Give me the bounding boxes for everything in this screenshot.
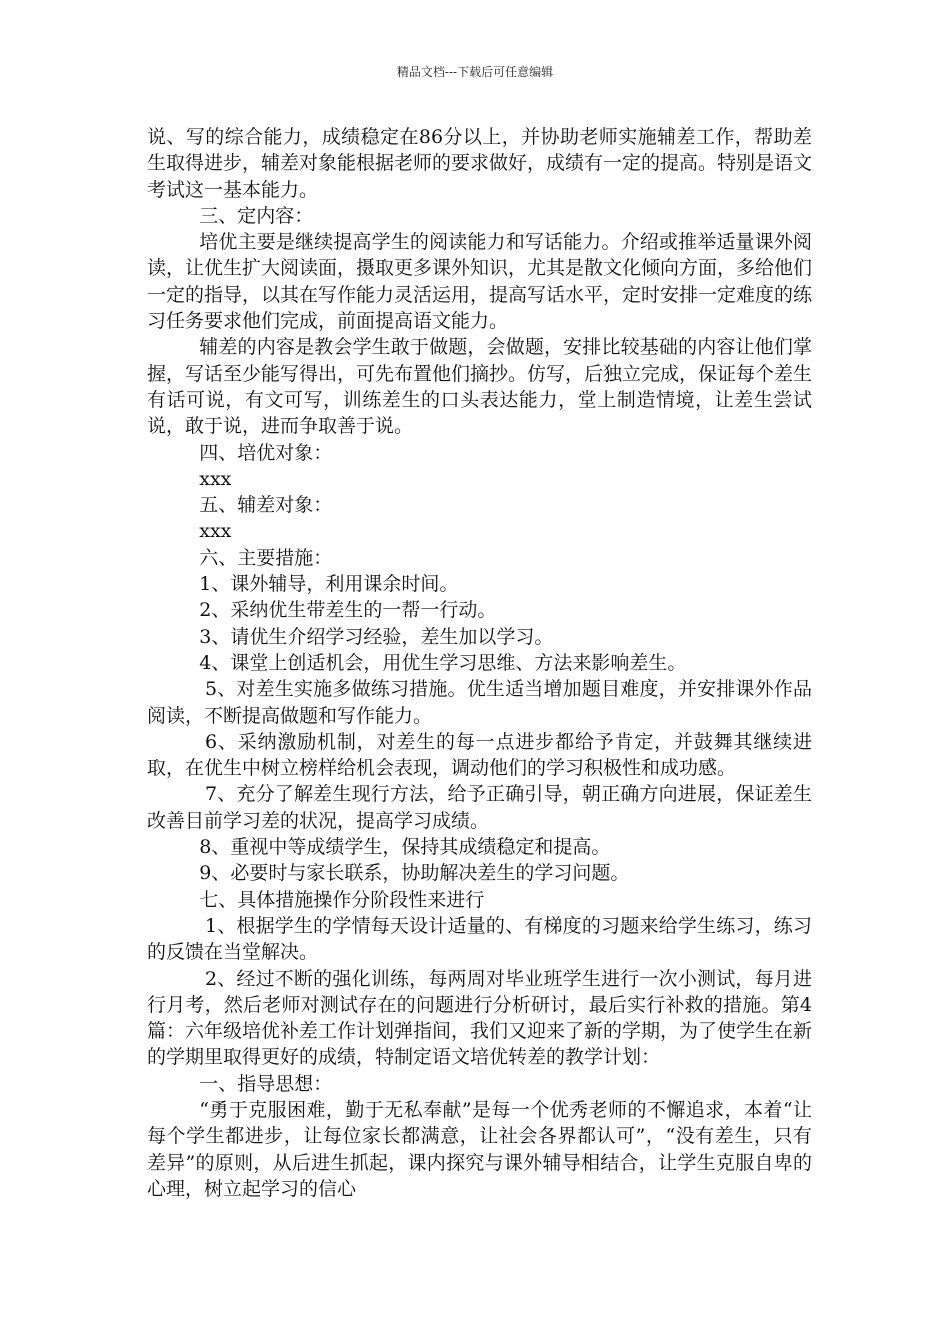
paragraph: 辅差的内容是教会学生敢于做题，会做题，安排比较基础的内容让他们掌握，写话至少能写得出，可先布置他们摘抄。仿写，后独立完成，保证每个差生有话可说，有文可写，训练差生的口头表达能力，堂上制造情境，让差生尝试说，敢于说，进而争取善于说。 bbox=[147, 336, 813, 438]
page-header: 精品文档---下载后可任意编辑 bbox=[396, 65, 554, 79]
list-item: 7、充分了解差生现行方法，给予正确引导，朝正确方向进展，保证差生改善目前学习差的状况，提高学习成绩。 bbox=[147, 783, 812, 832]
list-item: 3、请优生介绍学习经验，差生加以学习。 bbox=[199, 625, 554, 648]
list-item: 9、必要时与家长联系，协助解决差生的学习问题。 bbox=[199, 862, 630, 885]
list-item: 6、采纳激励机制，对差生的每一点进步都给予肯定，并鼓舞其继续进取，在优生中树立榜样给机会表现，调动他们的学习积极性和成功感。 bbox=[147, 730, 812, 780]
section-heading-weak-students: 五、辅差对象： bbox=[199, 494, 333, 517]
paragraph: “勇于克服困难，勤于无私奉献”是每一个优秀老师的不懈追求，本着“让每个学生都进步，让每位家长都满意，让社会各界都认可”，“没有差生，只有差异”的原则，从后进生抓起，课内探究与课外辅导相结合，让学生克服自卑的心理，树立起学习的信心 bbox=[147, 1098, 812, 1200]
paragraph: 培优主要是继续提高学生的阅读能力和写话能力。介绍或推举适量课外阅读，让优生扩大阅读面，摄取更多课外知识，尤其是散文化倾向方面，多给他们一定的指导，以其在写作能力灵活运用，提高写话水平，定时安排一定难度的练习任务要求他们完成，前面提高语文能力。 bbox=[147, 231, 813, 333]
section-heading-measures: 六、主要措施： bbox=[199, 546, 333, 569]
list-item: 8、重视中等成绩学生，保持其成绩稳定和提高。 bbox=[199, 836, 611, 859]
placeholder-name: xxx bbox=[199, 467, 232, 490]
list-item: 4、课堂上创适机会，用优生学习思维、方法来影响差生。 bbox=[199, 651, 687, 674]
list-item: 2、采纳优生带差生的一帮一行动。 bbox=[199, 599, 497, 622]
section-heading-guiding-ideas: 一、指导思想： bbox=[199, 1072, 333, 1095]
section-heading-stages: 七、具体措施操作分阶段性来进行 bbox=[199, 888, 485, 911]
list-item: 2、经过不断的强化训练，每两周对毕业班学生进行一次小测试，每月进行月考，然后老师对测试存在的问题进行分析研讨，最后实行补救的措施。第4篇：六年级培优补差工作计划弹指间，我们又迎来了新的学期，为了使学生在新的学期里取得更好的成绩，特制定语文培优转差的教学计划： bbox=[147, 967, 813, 1069]
list-item: 1、课外辅导，利用课余时间。 bbox=[199, 573, 459, 596]
paragraph: 说、写的综合能力，成绩稳定在86分以上，并协助老师实施辅差工作，帮助差生取得进步，辅差对象能根据老师的要求做好，成绩有一定的提高。特别是语文考试这一基本能力。 bbox=[147, 126, 813, 201]
placeholder-name: xxx bbox=[199, 520, 232, 543]
section-heading-top-students: 四、培优对象： bbox=[199, 441, 333, 464]
list-item: 5、对差生实施多做练习措施。优生适当增加题目难度，并安排课外作品阅读，不断提高做题和写作能力。 bbox=[147, 678, 812, 727]
section-heading-content: 三、定内容： bbox=[199, 204, 314, 227]
document-body bbox=[147, 124, 812, 1202]
list-item: 1、根据学生的学情每天设计适量的、有梯度的习题来给学生练习，练习的反馈在当堂解决。 bbox=[147, 914, 812, 964]
